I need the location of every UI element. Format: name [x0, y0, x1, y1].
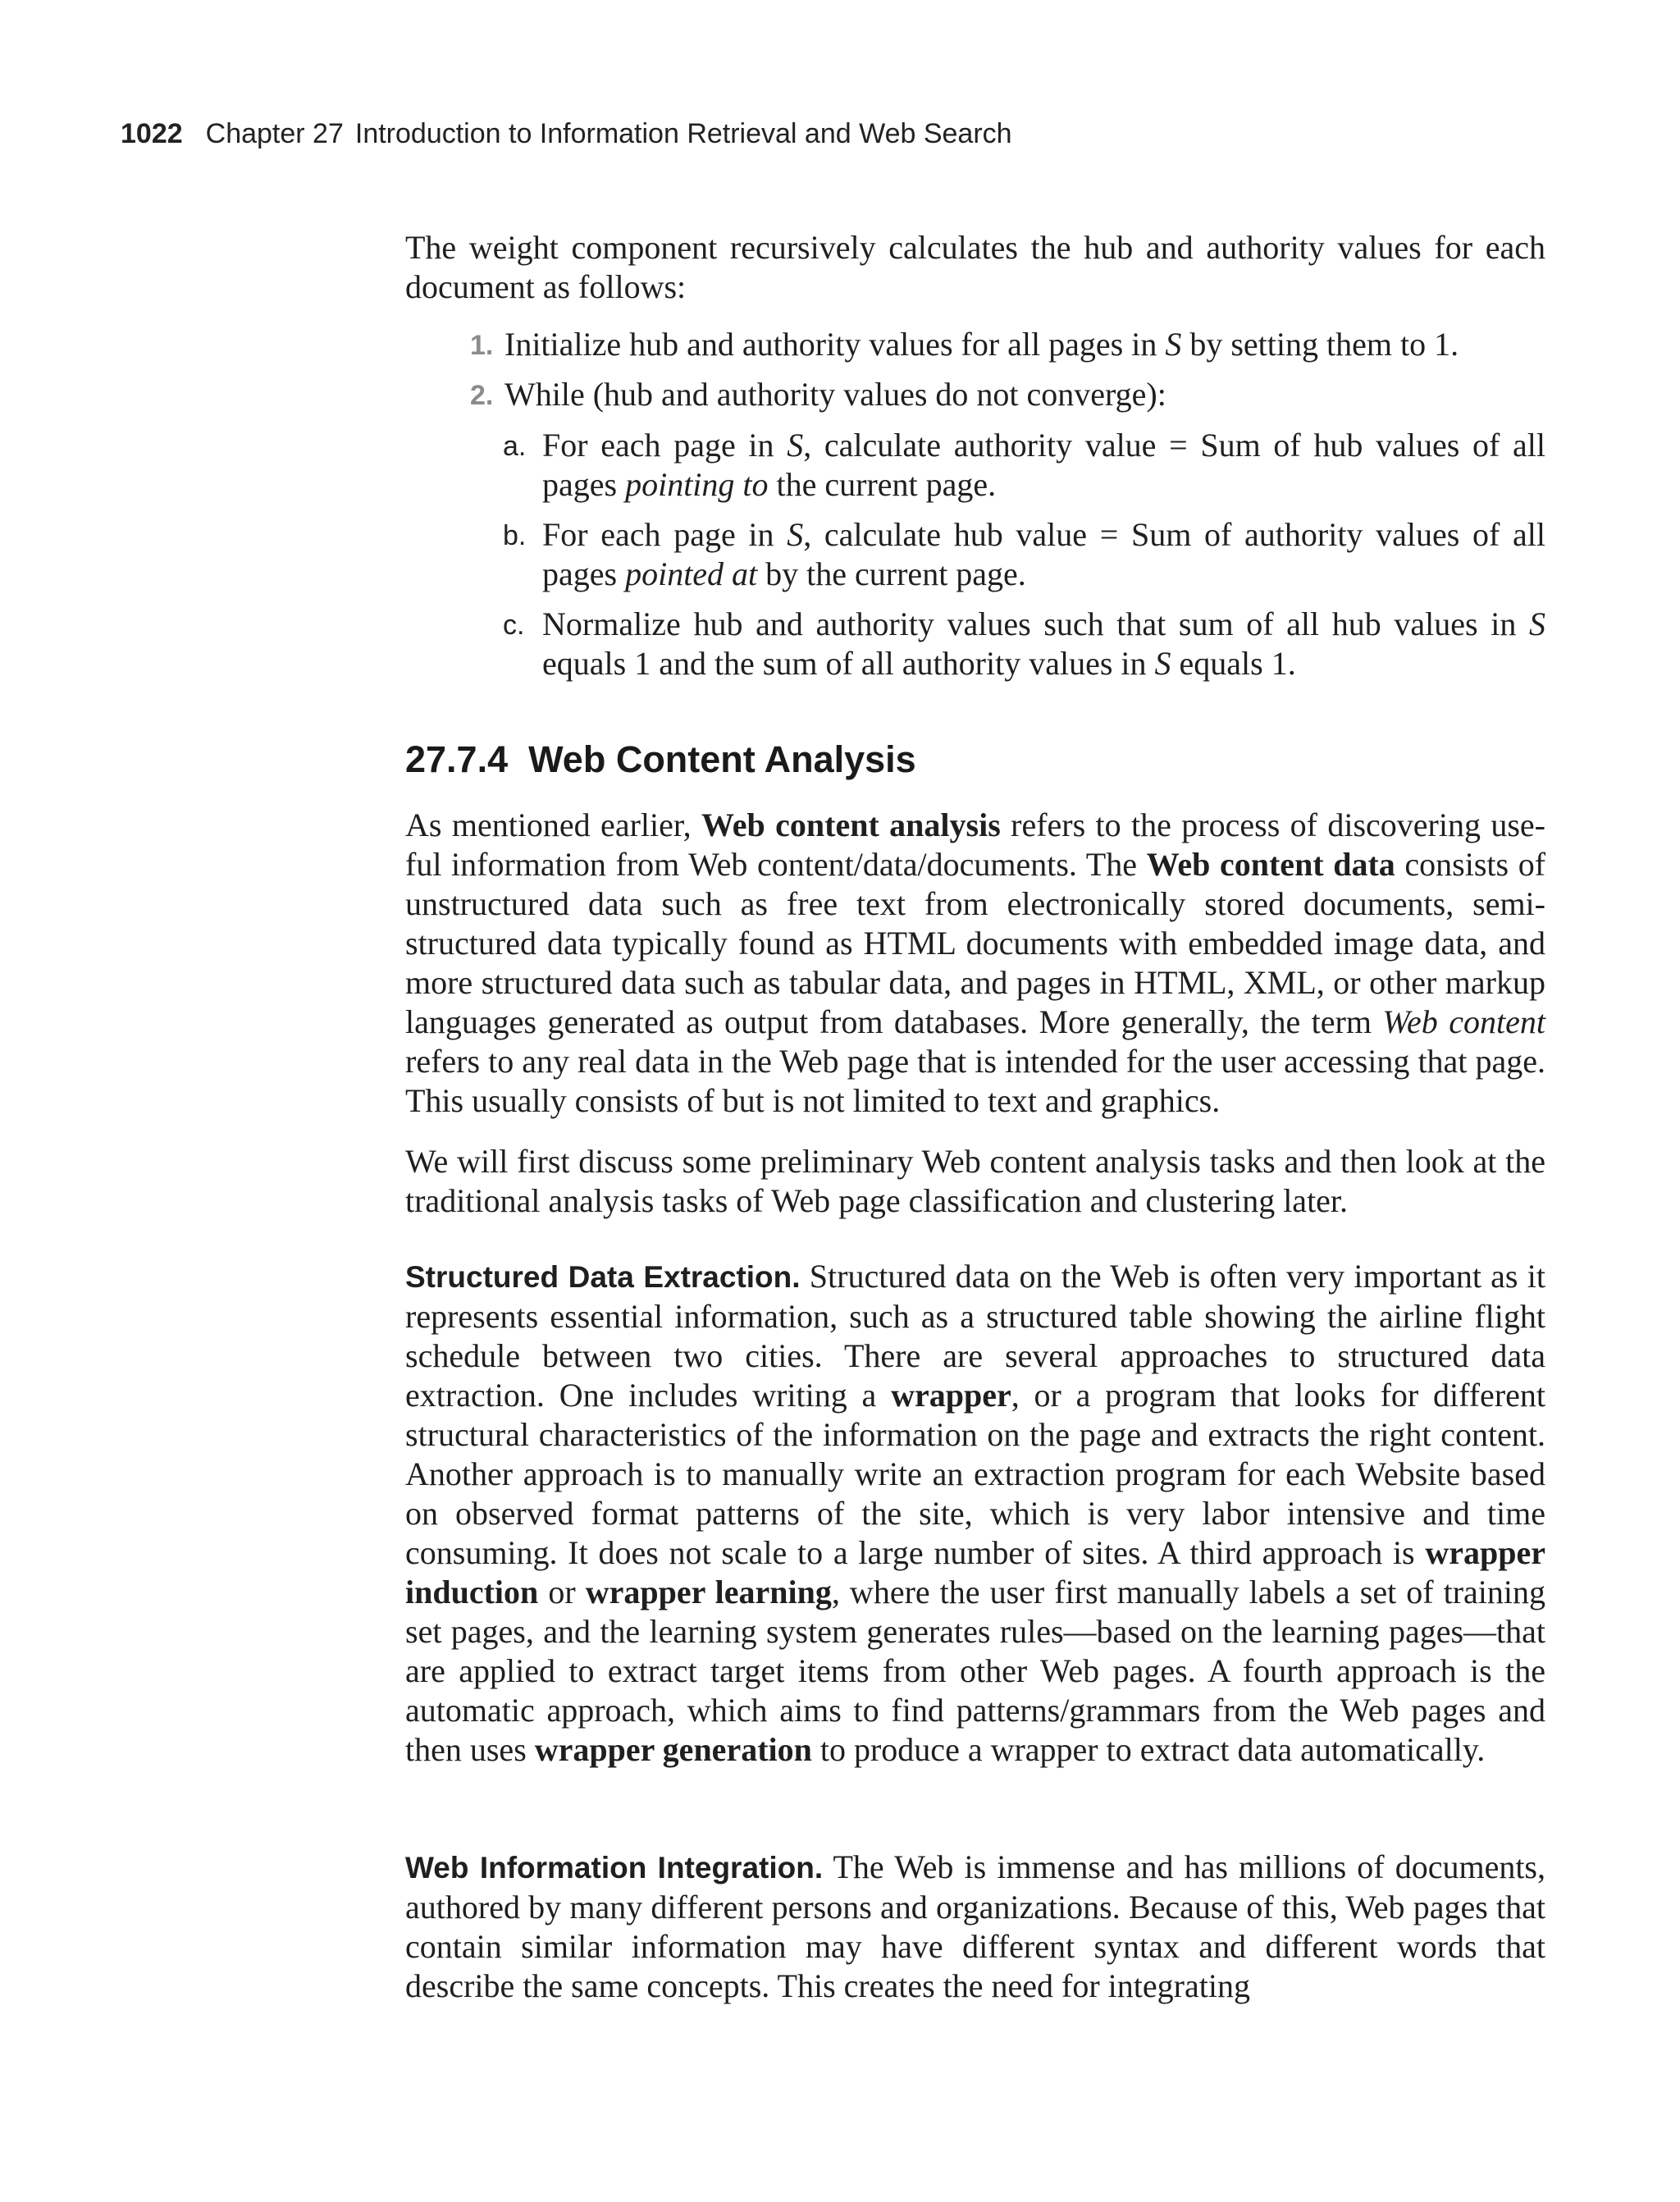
- step-2: While (hub and authority values do not converge):: [504, 376, 1166, 413]
- step-1-number: 1.: [470, 330, 494, 361]
- page-number: 1022: [121, 118, 183, 149]
- substep-a-letter: a.: [503, 431, 527, 462]
- section-heading: 27.7.4 Web Content Analysis: [405, 738, 916, 780]
- step-1: Initialize hub and authority values for all pages in S by setting them to 1.: [504, 326, 1459, 363]
- substep-c: Normalize hub and authority values such that sum of all hub values in S equals 1 and the sum of all authority values in S equals 1.: [542, 605, 1545, 682]
- substep-b: For each page in S, calculate hub value = Sum of authority values of all pages pointed at by the current page.: [542, 516, 1545, 592]
- preliminary-tasks-paragraph: We will first discuss some preliminary Web content analysis tasks and then look at the traditional analysis tasks of Web page classification and clustering later.: [405, 1143, 1545, 1219]
- substep-c-letter: c.: [503, 610, 525, 641]
- intro-paragraph: The weight component recursively calculates the hub and authority values for each document as follows:: [405, 229, 1545, 305]
- content-analysis-paragraph: As mentioned earlier, Web content analysis refers to the process of discovering useful information from Web content/data/documents. The Web content data consists of unstructured data such as free text from electronically stored documents, semistructured data typically found as HTML documents with embedded image data, and more structured data such as tabular data, and pages in HTML, XML, or other markup languages generated as output from databases. More generally, the term Web content refers to any real data in the Web page that is intended for the user accessing that page. This usually consists of but is not limited to text and graphics.: [405, 806, 1546, 1119]
- step-2-number: 2.: [470, 380, 494, 411]
- chapter-title: Introduction to Information Retrieval and Web Search: [354, 118, 1012, 149]
- chapter-label: Chapter 27: [205, 118, 344, 149]
- substep-b-letter: b.: [503, 520, 527, 551]
- structured-data-heading: Structured Data Extraction.: [405, 1260, 801, 1294]
- web-integration-heading: Web Information Integration.: [405, 1851, 824, 1884]
- running-head: [121, 118, 1012, 150]
- structured-data-paragraph: Structured Data Extraction. Structured data on the Web is often very important as it represents essential information, such as a structured table showing the airline flight schedule between two cities. There are several approaches to structured data extraction. One includes writing a wrapper, or a program that looks for different structural characteristics of the information on the page and extracts the right content. Another approach is to manually write an extraction program for each Website based on observed format patterns of the site, which is very labor intensive and time consuming. It does not scale to a large number of sites. A third approach is wrapper induction or wrapper learning, where the user first manually labels a set of training set pages, and the learning system generates rules—based on the learning pages—that are applied to extract target items from other Web pages. A fourth approach is the automatic approach, which aims to find patterns/grammars from the Web pages and then uses wrapper generation to produce a wrapper to extract data automatically.: [405, 1258, 1545, 1768]
- substep-a: For each page in S, calculate authority value = Sum of hub values of all pages pointing to the current page.: [542, 427, 1545, 503]
- web-integration-paragraph: Web Information Integration. The Web is immense and has millions of documents, authored by many different persons and organizations. Because of this, Web pages that contain similar information may have different syntax and different words that describe the same concepts. This creates the need for integrating: [405, 1848, 1546, 2004]
